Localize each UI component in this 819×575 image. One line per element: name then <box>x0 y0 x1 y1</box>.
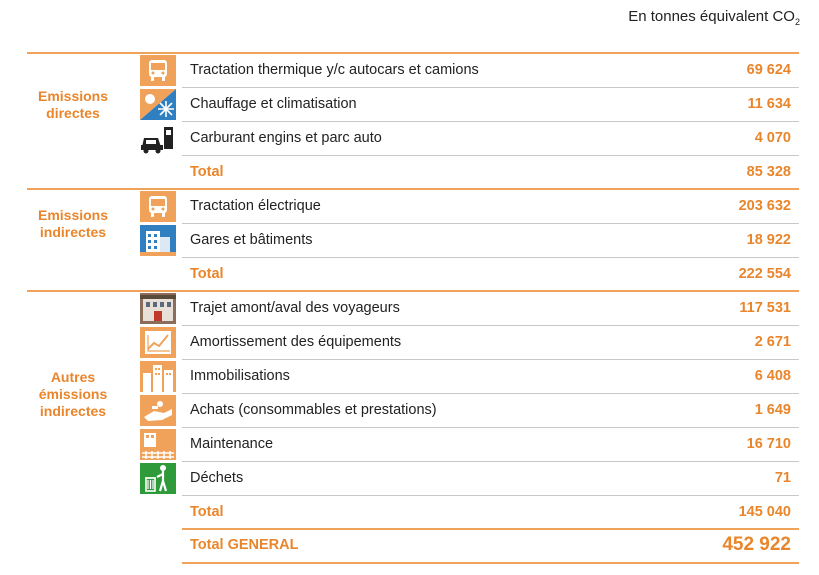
row-label: Carburant engins et parc auto <box>190 130 382 146</box>
row-value: 69 624 <box>746 62 791 78</box>
unit-label: En tonnes équivalent CO <box>628 8 795 25</box>
row-label: Tractation électrique <box>190 198 321 214</box>
section <box>27 290 799 528</box>
section <box>27 188 799 290</box>
group-label: Autres émissions indirectes <box>38 368 108 419</box>
grand-total-value: 452 922 <box>722 534 791 555</box>
row-value: 2 671 <box>754 334 791 350</box>
section <box>27 52 799 188</box>
row-value: 16 710 <box>746 436 791 452</box>
table-row <box>182 360 799 394</box>
city-icon <box>140 361 176 392</box>
bus-icon <box>140 55 176 86</box>
row-label: Amortissement des équipements <box>190 334 402 350</box>
table-row <box>182 122 799 156</box>
table-row <box>182 394 799 428</box>
total-value: 222 554 <box>738 266 791 282</box>
total-row <box>182 258 799 290</box>
total-row <box>182 496 799 528</box>
table-row <box>182 326 799 360</box>
table-row <box>182 54 799 88</box>
row-value: 117 531 <box>739 300 791 316</box>
chart-icon <box>140 327 176 358</box>
total-value: 145 040 <box>738 504 791 520</box>
total-label: Total <box>190 266 224 282</box>
group-label: Emissions directes <box>37 88 109 121</box>
hand-icon <box>140 395 176 426</box>
row-label: Immobilisations <box>190 368 290 384</box>
grand-total-row <box>182 528 799 564</box>
table-row <box>182 190 799 224</box>
row-label: Déchets <box>190 470 244 486</box>
total-row <box>182 156 799 188</box>
table-row <box>182 462 799 496</box>
bus-icon <box>140 191 176 222</box>
grand-total-label: Total GENERAL <box>190 537 299 553</box>
row-value: 71 <box>774 470 791 486</box>
row-label: Gares et bâtiments <box>190 232 313 248</box>
row-value: 203 632 <box>738 198 791 214</box>
table-row <box>182 88 799 122</box>
table-row <box>182 292 799 326</box>
total-label: Total <box>190 504 224 520</box>
trash-icon <box>140 463 176 494</box>
table-row <box>182 224 799 258</box>
unit-caption <box>628 8 800 27</box>
row-label: Maintenance <box>190 436 274 452</box>
rail-icon <box>140 429 176 460</box>
row-value: 1 649 <box>754 402 791 418</box>
row-label: Achats (consommables et prestations) <box>190 402 437 418</box>
building-icon <box>140 225 176 256</box>
car-fuel-icon <box>140 123 176 154</box>
table-row <box>182 428 799 462</box>
row-label: Chauffage et climatisation <box>190 96 357 112</box>
row-label: Tractation thermique y/c autocars et camions <box>190 62 479 78</box>
station-icon <box>140 293 176 324</box>
total-value: 85 328 <box>746 164 791 180</box>
total-label: Total <box>190 164 224 180</box>
group-label: Emissions indirectes <box>37 207 109 240</box>
row-value: 4 070 <box>754 130 791 146</box>
row-label: Trajet amont/aval des voyageurs <box>190 300 400 316</box>
row-value: 11 634 <box>747 96 791 112</box>
unit-subscript: 2 <box>794 17 800 27</box>
row-value: 6 408 <box>754 368 791 384</box>
row-value: 18 922 <box>746 232 791 248</box>
emissions-table <box>27 52 799 564</box>
sun-snowflake-icon <box>140 89 176 120</box>
